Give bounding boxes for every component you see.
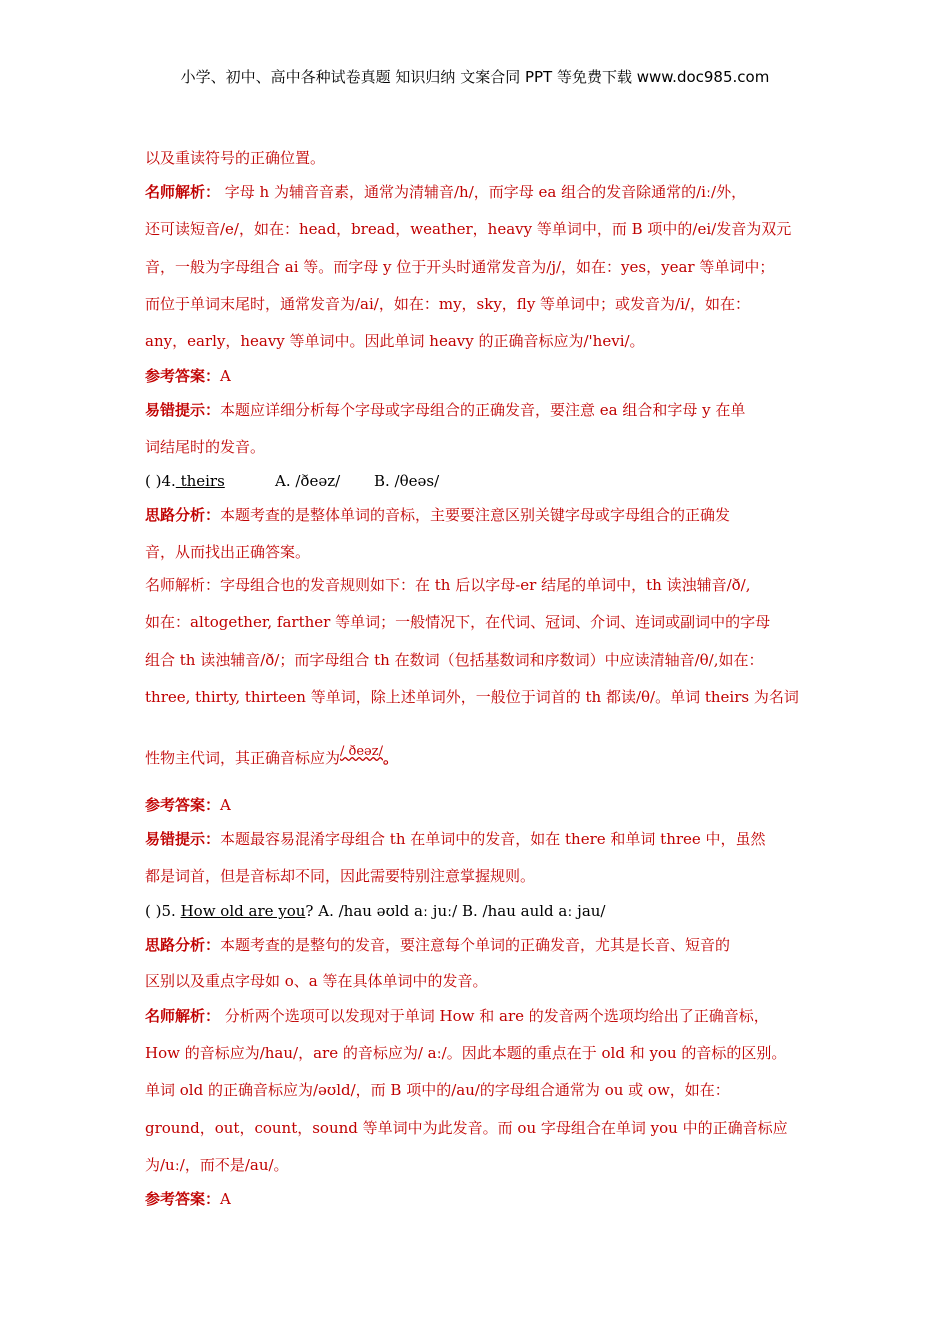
text-line: 如在：altogether, farther 等单词；一般情况下，在代词、冠词、介词、连词或副词中的字母 [145,613,771,631]
analysis-paragraph [145,182,746,202]
analysis-paragraph [145,1006,769,1026]
text-line: 而位于单词末尾时，通常发音为/ai/，如在：my，sky，fly 等单词中；或发音为/i/，如在： [145,295,750,313]
question-number: ( )4. [145,472,176,490]
analysis-text: 字母 h 为辅音音素，通常为清辅音/h/，而字母 ea 组合的发音除通常的/iː/外， [220,183,747,201]
thinking-text: 本题考查的是整体单词的音标，主要要注意区别关键字母或字母组合的正确发 [220,506,731,524]
thinking-label: 思路分析： [145,936,221,954]
answer-line [145,366,231,386]
answer-label: 参考答案： [145,1190,221,1208]
thinking-line [145,505,730,525]
tip-label: 易错提示： [145,401,221,419]
answer-line [145,1189,231,1209]
answer-line [145,795,231,815]
text-segment: 性物主代词，其正确音标应为 [145,749,341,767]
question-4 [145,471,440,491]
text-line: 名师解析：字母组合也的发音规则如下：在 th 后以字母-er 结尾的单词中，th 读浊辅音/ð/, [145,576,751,594]
question-word: theirs [175,472,225,490]
answer-label: 参考答案： [145,367,221,385]
thinking-label: 思路分析： [145,506,221,524]
tip-text: 本题应详细分析每个字母或字母组合的正确发音，要注意 ea 组合和字母 y 在单 [220,401,746,419]
analysis-label: 名师解析： [145,1007,221,1025]
answer-value: A [220,796,231,814]
tip-text: 本题最容易混淆字母组合 th 在单词中的发音，如在 there 和单词 three 中，虽然 [220,830,766,848]
analysis-label: 名师解析： [145,183,221,201]
text-line: 还可读短音/e/，如在：head，bread，weather，heavy 等单词中，而 B 项中的/ei/发音为双元 [145,220,792,238]
answer-value: A [220,1190,231,1208]
text-line [145,744,398,770]
text-line: 以及重读符号的正确位置。 [145,149,326,167]
text-segment: 。 [382,749,398,767]
question-options: ? A. /hau əʊld aː juː/ B. /hau auld aː jau/ [305,902,606,920]
thinking-text: 本题考查的是整句的发音，要注意每个单词的正确发音，尤其是长音、短音的 [220,936,731,954]
answer-label: 参考答案： [145,796,221,814]
tip-line [145,829,766,849]
question-sentence: How old are you [180,902,306,920]
question-5 [145,901,605,921]
thinking-line [145,935,730,955]
text-line: 单词 old 的正确音标应为/əʊld/，而 B 项中的/au/的字母组合通常为 ou 或 ow，如在： [145,1081,730,1099]
tip-label: 易错提示： [145,830,221,848]
analysis-text: 分析两个选项可以发现对于单词 How 和 are 的发音两个选项均给出了正确音标， [220,1007,769,1025]
text-line: 词结尾时的发音。 [145,438,266,456]
option-a: A. /ðeəz/ [275,472,341,490]
text-line: 音，从而找出正确答案。 [145,543,311,561]
text-line: any，early，heavy 等单词中。因此单词 heavy 的正确音标应为/'hevi/。 [145,332,645,350]
tip-line [145,400,745,420]
text-line: 区别以及重点字母如 o、a 等在具体单词中的发音。 [145,972,488,990]
answer-value: A [220,367,231,385]
text-line: ground，out，count，sound 等单词中为此发音。而 ou 字母组合在单词 you 中的正确音标应 [145,1119,788,1137]
page-header: 小学、初中、高中各种试卷真题 知识归纳 文案合同 PPT 等免费下载 www.doc985.com [180,68,770,86]
phonetic-inline: / ðeəz/ [340,744,383,759]
text-line: three, thirty, thirteen 等单词，除上述单词外，一般位于词首的 th 都读/θ/。单词 theirs 为名词 [145,688,799,706]
option-b: B. /θeəs/ [374,472,440,490]
text-line: 为/uː/，而不是/au/。 [145,1156,289,1174]
text-line: 音，一般为字母组合 ai 等。而字母 y 位于开头时通常发音为/j/，如在：yes，year 等单词中； [145,258,775,276]
text-line: 都是词首，但是音标却不同，因此需要特别注意掌握规则。 [145,867,536,885]
text-line: How 的音标应为/hau/，are 的音标应为/ aː/。因此本题的重点在于 old 和 you 的音标的区别。 [145,1044,787,1062]
question-number: ( )5. [145,902,176,920]
text-line: 组合 th 读浊辅音/ð/；而字母组合 th 在数词（包括基数词和序数词）中应读清轴音/θ/,如在： [145,651,764,669]
